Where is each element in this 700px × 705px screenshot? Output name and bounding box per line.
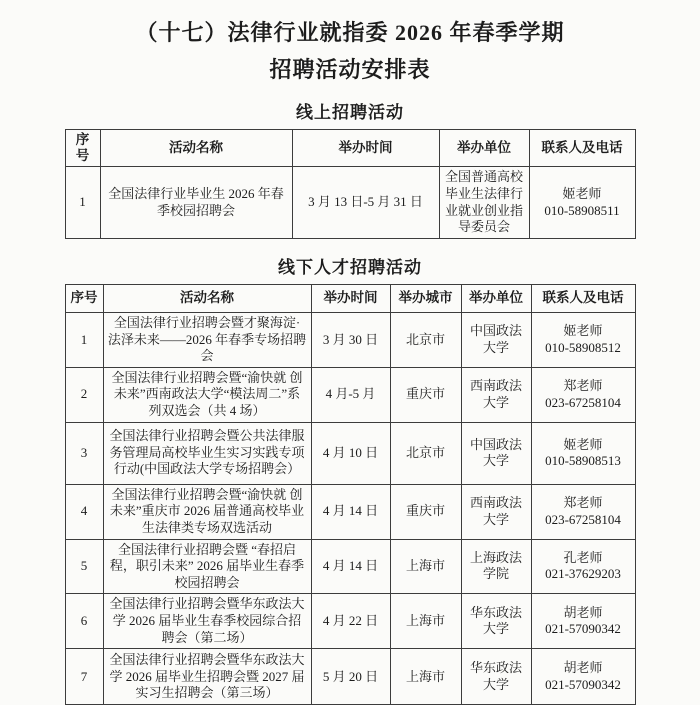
cell-activity-name: 全国法律行业招聘会暨华东政法大学 2026 届毕业生春季校园综合招聘会（第二场） [103,594,311,649]
cell-no: 4 [65,484,103,539]
cell-organizer: 中国政法大学 [461,422,531,484]
contact-phone: 021-57090342 [545,676,621,692]
contact-phone: 023-67258104 [545,511,621,527]
contact-phone: 021-37629203 [545,566,621,582]
offline-recruitment-table [65,284,636,705]
online-col-header-time: 举办时间 [292,130,439,167]
cell-time: 4 月 14 日 [311,484,390,539]
cell-city: 北京市 [390,312,461,367]
cell-city: 上海市 [390,594,461,649]
cell-activity-name: 全国法律行业毕业生 2026 年春季校园招聘会 [100,167,292,239]
cell-activity-name: 全国法律行业招聘会暨“渝快就 创未来”西南政法大学“模法周二”系列双选会（共 4 场） [103,367,311,422]
online-section-heading: 线上招聘活动 [296,103,404,122]
online-col-header-name: 活动名称 [100,130,292,167]
cell-no: 1 [65,167,100,239]
document-title-line1: （十七）法律行业就指委 2026 年春季学期 [135,20,565,45]
cell-organizer: 西南政法大学 [461,367,531,422]
cell-activity-name: 全国法律行业招聘会暨 “春招启程，职引未来” 2026 届毕业生春季校园招聘会 [103,539,311,594]
cell-city: 重庆市 [390,367,461,422]
cell-activity-name: 全国法律行业招聘会暨公共法律服务管理局高校毕业生实习实践专项行动(中国政法大学专场招聘会） [103,422,311,484]
cell-no: 2 [65,367,103,422]
offline-col-header-organizer: 举办单位 [461,284,531,312]
cell-no: 7 [65,649,103,705]
contact-name: 姬老师 [563,436,603,452]
cell-organizer: 华东政法大学 [461,594,531,649]
document-title-line2: 招聘活动安排表 [269,57,431,82]
cell-city: 重庆市 [390,484,461,539]
online-col-header-contact: 联系人及电话 [529,130,635,167]
contact-phone: 023-67258104 [545,394,621,410]
contact-name: 胡老师 [563,604,603,620]
cell-city: 上海市 [390,539,461,594]
cell-organizer: 全国普通高校毕业生法律行业就业创业指导委员会 [439,167,529,239]
cell-no: 3 [65,422,103,484]
cell-contact [531,594,635,649]
cell-city: 上海市 [390,649,461,705]
online-table-row [65,167,635,239]
contact-phone: 010-58908513 [545,453,621,469]
cell-contact [531,422,635,484]
cell-organizer: 上海政法学院 [461,539,531,594]
cell-time: 4 月 22 日 [311,594,390,649]
cell-activity-name: 全国法律行业招聘会暨才聚海淀·法泽未来——2026 年春季专场招聘会 [103,312,311,367]
cell-no: 5 [65,539,103,594]
online-col-header-organizer: 举办单位 [439,130,529,167]
cell-activity-name: 全国法律行业招聘会暨华东政法大学 2026 届毕业生招聘会暨 2027 届实习生招聘会（第三场） [103,649,311,705]
offline-col-header-no: 序号 [65,284,103,312]
contact-name: 胡老师 [563,660,603,676]
cell-city: 北京市 [390,422,461,484]
cell-contact [531,484,635,539]
cell-organizer: 中国政法大学 [461,312,531,367]
cell-contact [531,312,635,367]
offline-table-row [65,539,635,594]
online-table-header-row [65,130,635,167]
cell-time: 4 月-5 月 [311,367,390,422]
cell-time: 4 月 10 日 [311,422,390,484]
contact-name: 姬老师 [562,186,602,201]
cell-organizer: 华东政法大学 [461,649,531,705]
online-col-header-no: 序号 [65,130,100,167]
contact-name: 郑老师 [563,494,603,510]
cell-activity-name: 全国法律行业招聘会暨“渝快就 创未来”重庆市 2026 届普通高校毕业生法律类专场双选活动 [103,484,311,539]
cell-organizer: 西南政法大学 [461,484,531,539]
cell-time: 5 月 20 日 [311,649,390,705]
document-title [0,14,700,88]
contact-name: 孔老师 [563,549,603,565]
cell-contact [529,167,635,239]
cell-time: 3 月 30 日 [311,312,390,367]
cell-no: 1 [65,312,103,367]
cell-contact [531,367,635,422]
offline-col-header-name: 活动名称 [103,284,311,312]
cell-time: 4 月 14 日 [311,539,390,594]
offline-table-header-row [65,284,635,312]
offline-table-row [65,422,635,484]
offline-section-heading: 线下人才招聘活动 [278,257,422,277]
contact-phone: 010-58908511 [544,202,620,218]
cell-time: 3 月 13 日-5 月 31 日 [292,167,439,239]
offline-col-header-time: 举办时间 [311,284,390,312]
offline-col-header-contact: 联系人及电话 [531,284,635,312]
contact-name: 郑老师 [563,378,603,394]
contact-phone: 010-58908512 [545,339,621,355]
cell-contact [531,539,635,594]
cell-no: 6 [65,594,103,649]
cell-contact [531,649,635,705]
contact-name: 姬老师 [563,323,603,339]
offline-table-row [65,649,635,705]
offline-table-row [65,312,635,367]
offline-col-header-city: 举办城市 [390,284,461,312]
online-recruitment-table [65,129,636,239]
offline-table-row [65,484,635,539]
contact-phone: 021-57090342 [545,621,621,637]
offline-table-row [65,594,635,649]
offline-table-row [65,367,635,422]
